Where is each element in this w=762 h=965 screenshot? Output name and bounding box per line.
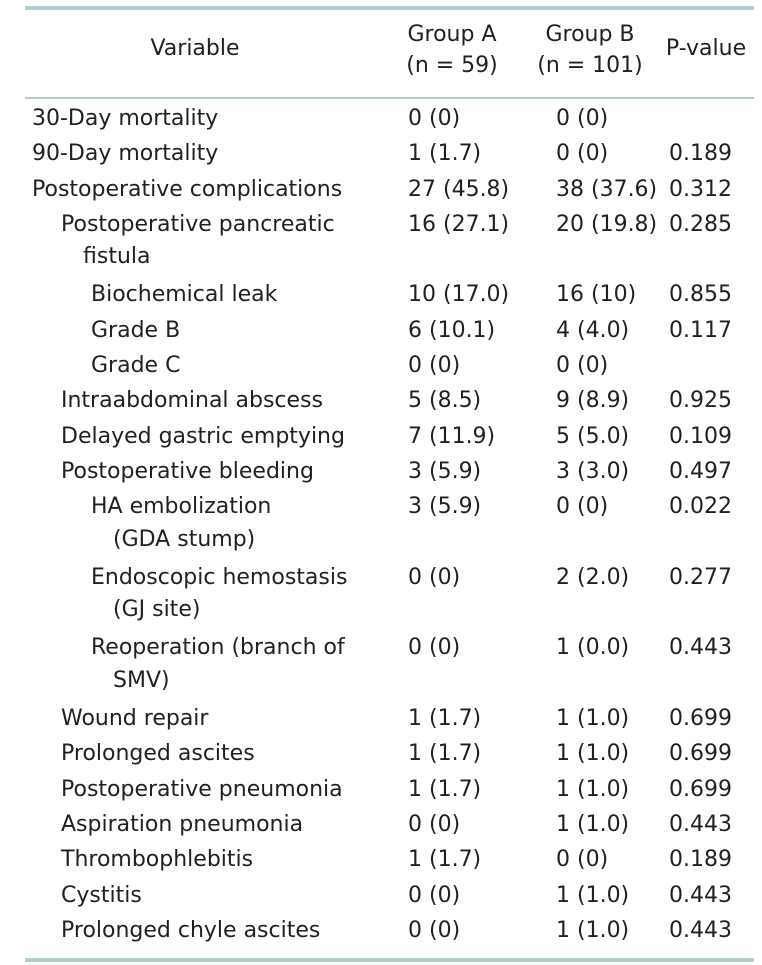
header-group-b-title: Group B — [545, 22, 635, 47]
row-group-a-value: 0 (0) — [408, 917, 461, 943]
row-variable-label: HA embolization — [91, 494, 272, 520]
table-row — [0, 880, 762, 915]
row-group-a-value: 7 (11.9) — [408, 423, 496, 449]
row-p-value: 0.189 — [669, 847, 732, 873]
table-row — [0, 138, 762, 173]
row-group-b-value: 1 (1.0) — [556, 706, 630, 732]
header-group-a-n: (n = 59) — [406, 53, 498, 78]
row-variable-label: Prolonged chyle ascites — [61, 917, 321, 943]
row-variable — [32, 138, 382, 171]
row-p-value: 0.285 — [669, 211, 732, 237]
table-row — [0, 385, 762, 420]
row-variable-label: Wound repair — [61, 706, 209, 732]
row-group-a-value: 6 (10.1) — [408, 317, 496, 343]
row-variable-label-continued: fistula — [83, 244, 151, 270]
table-row — [0, 279, 762, 314]
row-variable-label: Postoperative complications — [32, 176, 343, 202]
row-group-a-value: 1 (1.7) — [408, 141, 482, 167]
table-row — [0, 738, 762, 773]
row-p-value: 0.277 — [669, 564, 732, 590]
row-p-value: 0.022 — [669, 494, 732, 520]
row-variable-label-continued: SMV) — [113, 667, 170, 693]
row-group-b-value: 5 (5.0) — [556, 423, 630, 449]
row-group-b-value: 1 (1.0) — [556, 917, 630, 943]
table-row — [0, 209, 762, 280]
row-variable — [61, 456, 381, 489]
header-group-a — [388, 19, 516, 81]
row-variable-label-continued: (GDA stump) — [113, 526, 256, 552]
row-variable — [61, 774, 381, 807]
row-group-b-value: 1 (1.0) — [556, 741, 630, 767]
row-variable — [91, 491, 381, 556]
row-variable-label: Reoperation (branch of — [91, 635, 345, 661]
table-row — [0, 456, 762, 491]
row-variable-label: Intraabdominal abscess — [61, 388, 323, 414]
row-variable — [61, 880, 381, 913]
row-p-value: 0.699 — [669, 776, 732, 802]
table-row — [0, 632, 762, 703]
row-group-b-value: 1 (1.0) — [556, 882, 630, 908]
header-rule — [25, 97, 754, 99]
row-group-a-value: 0 (0) — [408, 106, 461, 131]
table-header — [0, 10, 762, 96]
header-variable: Variable — [150, 36, 240, 61]
row-group-b-value: 9 (8.9) — [556, 388, 630, 414]
row-p-value: 0.312 — [669, 176, 732, 202]
row-variable-label-continued: (GJ site) — [113, 597, 201, 623]
row-group-a-value: 27 (45.8) — [408, 176, 510, 202]
row-group-b-value: 1 (1.0) — [556, 776, 630, 802]
row-p-value: 0.443 — [669, 635, 732, 661]
row-group-a-value: 0 (0) — [408, 564, 461, 590]
bottom-rule — [25, 958, 754, 962]
row-variable — [61, 738, 381, 771]
row-p-value: 0.443 — [669, 882, 732, 908]
row-group-a-value: 0 (0) — [408, 882, 461, 908]
row-group-a-value: 3 (5.9) — [408, 494, 482, 520]
row-variable — [91, 279, 381, 312]
row-group-b-value: 0 (0) — [556, 141, 609, 167]
row-group-a-value: 3 (5.9) — [408, 458, 482, 484]
row-variable-label: Postoperative bleeding — [61, 458, 314, 484]
table-row — [0, 562, 762, 633]
row-variable — [61, 209, 381, 274]
row-p-value: 0.925 — [669, 388, 732, 414]
row-group-b-value: 1 (0.0) — [556, 635, 630, 661]
row-group-b-value: 3 (3.0) — [556, 458, 630, 484]
table-body — [0, 103, 762, 950]
row-p-value: 0.699 — [669, 741, 732, 767]
row-variable-label: Delayed gastric emptying — [61, 423, 345, 449]
row-group-b-value: 20 (19.8) — [556, 211, 658, 237]
row-p-value: 0.117 — [669, 317, 732, 343]
table-row — [0, 491, 762, 562]
row-variable-label: Endoscopic hemostasis — [91, 564, 348, 590]
row-group-a-value: 5 (8.5) — [408, 388, 482, 414]
row-variable — [91, 632, 381, 697]
row-variable-label: 30-Day mortality — [32, 106, 219, 131]
row-group-b-value: 0 (0) — [556, 353, 609, 379]
table-row — [0, 103, 762, 138]
row-group-a-value: 1 (1.7) — [408, 706, 482, 732]
row-group-b-value: 16 (10) — [556, 282, 637, 308]
table-row — [0, 915, 762, 950]
row-variable — [61, 421, 381, 454]
row-p-value: 0.497 — [669, 458, 732, 484]
row-p-value: 0.699 — [669, 706, 732, 732]
row-group-a-value: 0 (0) — [408, 353, 461, 379]
row-variable-label: Prolonged ascites — [61, 741, 255, 767]
row-variable-label: Aspiration pneumonia — [61, 811, 304, 837]
row-p-value: 0.855 — [669, 282, 732, 308]
row-variable — [32, 103, 382, 136]
row-variable — [91, 315, 381, 348]
row-variable — [61, 703, 381, 736]
row-group-a-value: 1 (1.7) — [408, 776, 482, 802]
row-p-value: 0.443 — [669, 917, 732, 943]
row-variable — [61, 385, 381, 418]
row-variable-label: Grade B — [91, 317, 181, 343]
row-group-b-value: 38 (37.6) — [556, 176, 658, 202]
row-variable-label: Biochemical leak — [91, 282, 278, 308]
row-variable — [91, 562, 381, 627]
header-group-b — [526, 19, 654, 81]
table-row — [0, 421, 762, 456]
row-variable-label: Cystitis — [61, 882, 142, 908]
row-variable-label: Grade C — [91, 353, 181, 379]
table-row — [0, 350, 762, 385]
row-variable-label: Postoperative pancreatic — [61, 211, 335, 237]
row-variable-label: 90-Day mortality — [32, 141, 219, 167]
row-group-b-value: 0 (0) — [556, 847, 609, 873]
row-group-b-value: 0 (0) — [556, 494, 609, 520]
row-group-a-value: 0 (0) — [408, 811, 461, 837]
row-group-a-value: 1 (1.7) — [408, 847, 482, 873]
row-variable — [61, 809, 381, 842]
row-p-value: 0.109 — [669, 423, 732, 449]
row-p-value: 0.443 — [669, 811, 732, 837]
header-group-b-n: (n = 101) — [537, 53, 643, 78]
table-row — [0, 774, 762, 809]
row-group-b-value: 0 (0) — [556, 106, 609, 131]
row-group-b-value: 2 (2.0) — [556, 564, 630, 590]
row-variable-label: Postoperative pneumonia — [61, 776, 343, 802]
row-variable — [91, 350, 381, 383]
row-variable — [32, 174, 382, 207]
row-group-b-value: 1 (1.0) — [556, 811, 630, 837]
row-group-b-value: 4 (4.0) — [556, 317, 630, 343]
table-row — [0, 703, 762, 738]
row-p-value: 0.189 — [669, 141, 732, 167]
table-row — [0, 174, 762, 209]
row-variable-label: Thrombophlebitis — [61, 847, 254, 873]
row-group-a-value: 10 (17.0) — [408, 282, 510, 308]
row-group-a-value: 1 (1.7) — [408, 741, 482, 767]
row-group-a-value: 16 (27.1) — [408, 211, 510, 237]
row-variable — [61, 915, 381, 948]
table-row — [0, 315, 762, 350]
header-group-a-title: Group A — [407, 22, 497, 47]
row-group-a-value: 0 (0) — [408, 635, 461, 661]
row-variable — [61, 844, 381, 877]
table-row — [0, 844, 762, 879]
table-row — [0, 809, 762, 844]
header-p-value: P-value — [665, 36, 747, 61]
